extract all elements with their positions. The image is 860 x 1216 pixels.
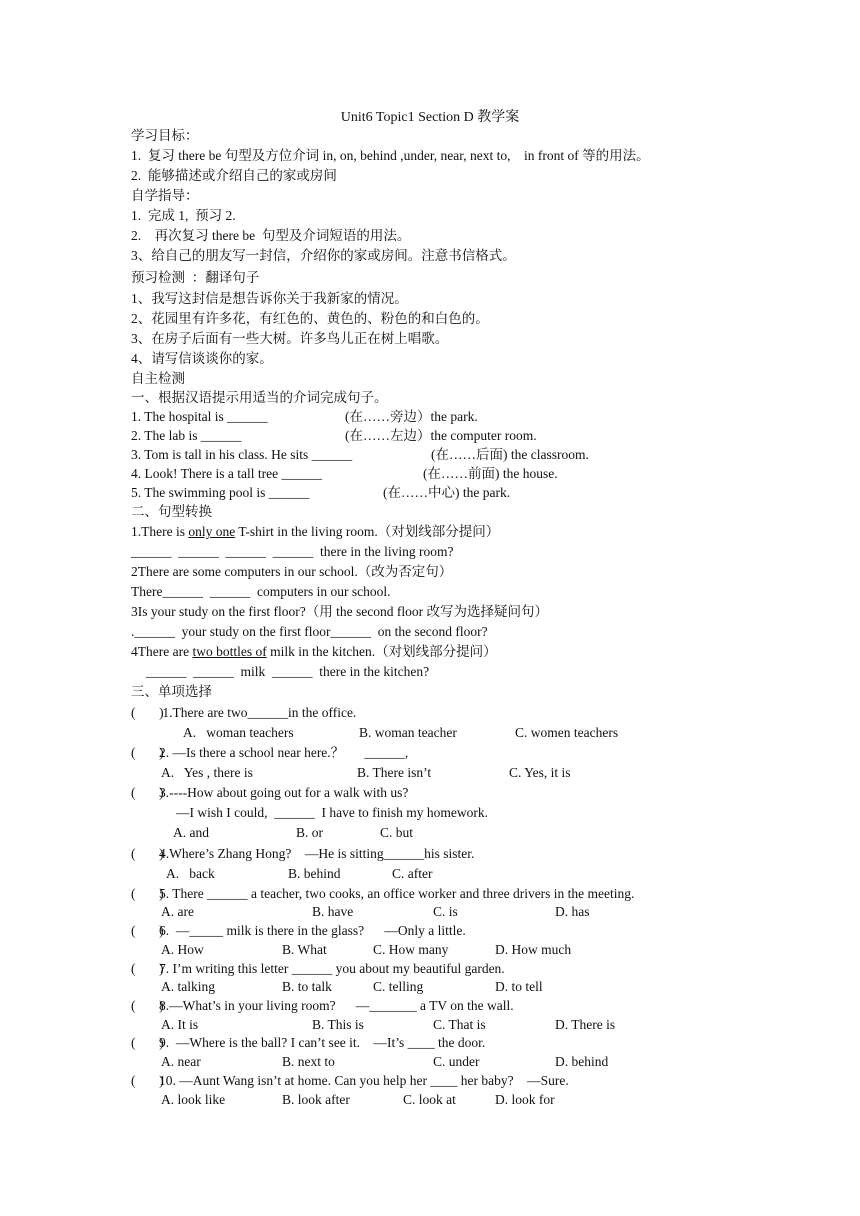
mc-option: D. has [555, 904, 590, 919]
part1-question-b: (在……中心) the park. [383, 485, 511, 500]
goal-item: 1. 复习 there be 句型及方位介词 in, on, behind ,under, near, next to, in front of 等的用法。 [131, 148, 650, 163]
mc-question: 3.----How about going out for a walk with us? [159, 785, 409, 800]
answer-paren: ( ) [131, 923, 164, 938]
mc-option: C. telling [373, 979, 424, 994]
mc-option: B. to talk [282, 979, 332, 994]
guide-heading: 自学指导： [131, 188, 199, 203]
mc-option: D. to tell [495, 979, 543, 994]
part1-question-a: 2. The lab is ______ [131, 428, 242, 443]
mc-option: C. How many [373, 942, 449, 957]
underlined-phrase: only one [188, 524, 236, 539]
mc-option: C. is [433, 904, 458, 919]
part1-question-a: 1. The hospital is ______ [131, 409, 268, 424]
mc-option: B. What [282, 942, 327, 957]
answer-paren: ( ) [131, 785, 164, 800]
part1-question-b: (在……旁边）the park. [345, 409, 478, 424]
mc-question: 5. There ______ a teacher, two cooks, an office worker and three drivers in the meeting. [159, 886, 635, 901]
mc-question: 9. —Where is the ball? I can’t see it. —It’s ____ the door. [159, 1035, 486, 1050]
guide-item: 3、给自己的朋友写一封信，介绍你的家或房间。注意书信格式。 [131, 248, 516, 263]
preview-heading: 预习检测 ：翻译句子 [131, 270, 260, 285]
mc-option: D. There is [555, 1017, 616, 1032]
guide-item: 2. 再次复习 there be 句型及介词短语的用法。 [131, 228, 411, 243]
mc-question: 2. —Is there a school near here.？ ______, [159, 745, 409, 760]
part1-heading: 一、根据汉语提示用适当的介词完成句子。 [131, 390, 388, 405]
mc-option: C. That is [433, 1017, 486, 1032]
mc-option: A. talking [161, 979, 215, 994]
answer-paren: ( ) [131, 998, 164, 1013]
mc-option: A. back [166, 866, 215, 881]
mc-option: A. look like [161, 1092, 226, 1107]
mc-option: B. next to [282, 1054, 335, 1069]
part1-question-a: 3. Tom is tall in his class. He sits ______ [131, 447, 353, 462]
answer-paren: ( ) [131, 1035, 164, 1050]
part2-answer-line: .______ your study on the first floor______ on the second floor? [131, 624, 488, 639]
mc-option: C. but [380, 825, 414, 840]
preview-item: 4、请写信谈谈你的家。 [131, 351, 273, 366]
mc-option: A. are [161, 904, 194, 919]
part2-question: 1.There is only one T-shirt in the living room.（对划线部分提问） [131, 524, 500, 539]
mc-option: D. behind [555, 1054, 609, 1069]
preview-item: 2、花园里有许多花，有红色的、黄色的、粉色的和白色的。 [131, 311, 489, 326]
page-title: Unit6 Topic1 Section D 教学案 [340, 110, 520, 125]
mc-option: C. women teachers [515, 725, 619, 740]
mc-option: A. Yes , there is [161, 765, 253, 780]
mc-option: D. How much [495, 942, 572, 957]
part2-question: 4There are two bottles of milk in the kitchen.（对划线部分提问） [131, 644, 497, 659]
mc-question: 1.There are two______in the office. [159, 705, 357, 720]
part2-question: 2There are some computers in our school.（改为否定句） [131, 564, 453, 579]
self-check-heading: 自主检测 [131, 371, 185, 386]
part2-answer-line: There______ ______ computers in our school. [131, 584, 391, 599]
mc-option: A. woman teachers [183, 725, 294, 740]
mc-option: B. behind [288, 866, 341, 881]
mc-question: 8.—What’s in your living room? —_______ a TV on the wall. [159, 998, 514, 1013]
mc-option: B. This is [312, 1017, 364, 1032]
mc-option: A. near [161, 1054, 201, 1069]
part2-heading: 二、句型转换 [131, 504, 212, 519]
part1-question-b: (在……左边）the computer room. [345, 428, 537, 443]
answer-paren: ( ) [131, 1073, 164, 1088]
part2-question: 3Is your study on the first floor?（用 the second floor 改写为选择疑问句） [131, 604, 548, 619]
goal-item: 2. 能够描述或介绍自己的家或房间 [131, 168, 337, 183]
mc-option: B. have [312, 904, 354, 919]
answer-paren: ( ) [131, 846, 164, 861]
mc-question: 6. —_____ milk is there in the glass? —Only a little. [159, 923, 466, 938]
goals-heading: 学习目标： [131, 128, 199, 143]
part2-answer-line: ______ ______ milk ______ there in the kitchen? [146, 664, 430, 679]
preview-item: 1、我写这封信是想告诉你关于我新家的情况。 [131, 291, 408, 306]
guide-item: 1. 完成 1, 预习 2. [131, 208, 236, 223]
part1-question-b: (在……前面) the house. [423, 466, 558, 481]
answer-paren: ( ) [131, 961, 164, 976]
preview-item: 3、在房子后面有一些大树。许多鸟儿正在树上唱歌。 [131, 331, 449, 346]
part1-question-a: 5. The swimming pool is ______ [131, 485, 310, 500]
mc-option: C. under [433, 1054, 480, 1069]
mc-option: C. after [392, 866, 433, 881]
answer-paren: ( ) [131, 705, 164, 720]
answer-paren: ( ) [131, 745, 164, 760]
mc-option: B. or [296, 825, 323, 840]
mc-question: 10. —Aunt Wang isn’t at home. Can you help her ____ her baby? —Sure. [159, 1073, 569, 1088]
part2-answer-line: ______ ______ ______ ______ there in the living room? [131, 544, 454, 559]
mc-option: B. There isn’t [357, 765, 432, 780]
mc-option: D. look for [495, 1092, 555, 1107]
mc-option: C. look at [403, 1092, 456, 1107]
mc-question: 4.Where’s Zhang Hong? —He is sitting______his sister. [159, 846, 475, 861]
part1-question-a: 4. Look! There is a tall tree ______ [131, 466, 322, 481]
part3-heading: 三、单项选择 [131, 684, 212, 699]
underlined-phrase: two bottles of [192, 644, 267, 659]
mc-option: B. woman teacher [359, 725, 457, 740]
mc-question-reply: —I wish I could, ______ I have to finish my homework. [176, 805, 488, 820]
mc-option: A. It is [161, 1017, 199, 1032]
mc-question: 7. I’m writing this letter ______ you about my beautiful garden. [159, 961, 505, 976]
mc-option: B. look after [282, 1092, 350, 1107]
mc-option: A. How [161, 942, 204, 957]
mc-option: A. and [173, 825, 209, 840]
answer-paren: ( ) [131, 886, 164, 901]
mc-option: C. Yes, it is [509, 765, 571, 780]
part1-question-b: (在……后面) the classroom. [431, 447, 589, 462]
